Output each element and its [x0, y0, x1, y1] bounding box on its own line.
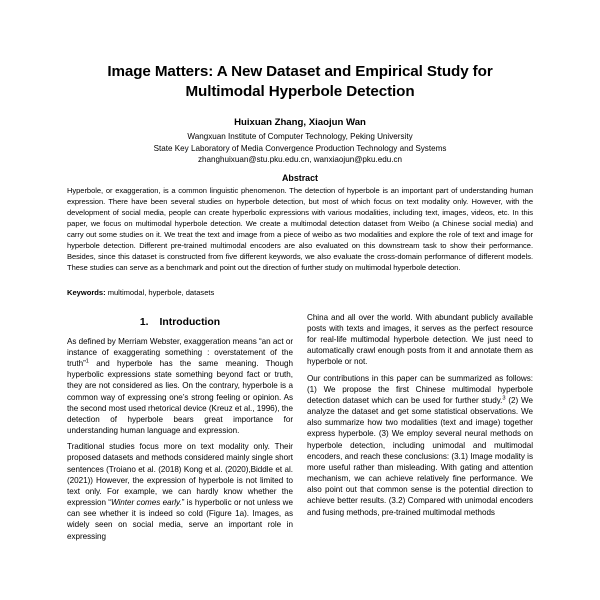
- authors-block: [67, 117, 533, 165]
- intro-p1-text-a: As defined by Merriam Webster, exaggeration means “an act or instance of exaggerating something : overstatement of the truth”: [67, 336, 293, 369]
- footnote-marker-3: 3: [502, 395, 506, 402]
- intro-p4-text-b: (2) We analyze the dataset and get some statistical observations. We also summarize how two modalities (text and image) together express hyperbole. (3) We employ several neural methods on hyperbole detection, including unimodal and multimodal encoders, and reach these conclusions: (3.1) Image modality is more useful rather than misleading. With gating and attention mechanism, we can achieve relatively fine performance. We also point out that common sense is the potential direction to achieve better results. (3.2) Compared with unimodal encoders and fusing methods, pre-trained multimodal methods: [307, 395, 534, 517]
- abstract-body: Hyperbole, or exaggeration, is a common linguistic phenomenon. The detection of hyperbole is an important part of understanding human expression. There have been several studies on hyperbole detection, but most of which focus on text modality only. However, with the development of social media, people can create hyperbolic expressions with various modalities, including text, images, videos, etc. In this paper, we focus on multimodal hyperbole detection. We create a multimodal detection dataset from Weibo (a Chinese social media) and carry out some studies on it. We treat the text and image from a piece of weibo as two modalities and explore the role of text and image for hyperbole detection. Different pre-trained multimodal encoders are also evaluated on this downstream task to show their performance. Besides, since this dataset is constructed from five different keywords, we also evaluate the cross-domain performance of different models. These studies can serve as a benchmark and point out the direction of further study on multimodal hyperbole detection.: [67, 186, 533, 273]
- column-right: [307, 312, 533, 518]
- intro-p4-text-a: Our contributions in this paper can be summarized as follows: (1) We propose the first Chinese multimodal hyperbole detection dataset which can be used for further study.: [307, 373, 533, 405]
- section-number: 1.: [139, 316, 149, 328]
- body-columns: [67, 312, 533, 542]
- section-title: Introduction: [159, 316, 221, 328]
- intro-paragraph-2: [67, 441, 293, 542]
- keywords-values: multimodal, hyperbole, datasets: [107, 288, 215, 298]
- section-heading-introduction: [67, 317, 293, 328]
- abstract-heading: Abstract: [281, 173, 318, 184]
- author-emails: zhanghuixuan@stu.pku.edu.cn, wanxiaojun@pku.edu.cn: [197, 155, 403, 165]
- page-title: Image Matters: A New Dataset and Empirical Study for Multimodal Hyperbole Detection: [107, 63, 493, 101]
- affiliation-line-1: Wangxuan Institute of Computer Technology, Peking University: [187, 131, 413, 141]
- intro-paragraph-4: [307, 373, 533, 518]
- keywords-label: Keywords:: [67, 288, 106, 298]
- intro-paragraph-1: [67, 336, 293, 437]
- abstract-section: [67, 173, 533, 274]
- intro-p2-text-b: ” is hyperbolic or not unless we can see whether it is indeed so cold (Figure 1a). Images, as widely seen on social media, serve an important role in expressing: [67, 498, 293, 541]
- intro-p2-text-a: Traditional studies focus more on text modality only. Their proposed datasets and methods considered mainly single short sentences (Troiano et al. (2018) Kong et al. (2020),Biddle et al. (2021)) However, the expression of hyperbole is not limited to text only. For example, we can hardly know whether the expression “: [67, 442, 293, 508]
- affiliation-line-2: State Key Laboratory of Media Convergence Production Technology and Systems: [153, 144, 447, 154]
- column-left: [67, 312, 293, 542]
- intro-p2-example-phrase: Winter comes early.: [110, 498, 182, 508]
- title-block: [67, 0, 533, 102]
- keywords-line: [67, 288, 533, 299]
- intro-p1-text-b: and hyperbole has the same meaning. Though hyperbolic expressions state something beyond fact or truth, they are not considered as lies. On the contrary, hyperbole is a common way of expressing one’s strong feeling or opinion. As the second most used rhetorical device (Kreuz et al., 1996), the detection of hyperbole bears great importance for understanding human language and expression.: [67, 359, 293, 436]
- intro-paragraph-3: China and all over the world. With abundant publicly available posts with texts and images, it serves as the perfect resource for real-life multimodal hyperbole detection. We just need to automatically crawl enough posts from it and annotate them as hyperbole or not.: [307, 312, 533, 367]
- footnote-marker-1: 1: [85, 358, 89, 365]
- author-list: Huixuan Zhang, Xiaojun Wan: [234, 117, 366, 129]
